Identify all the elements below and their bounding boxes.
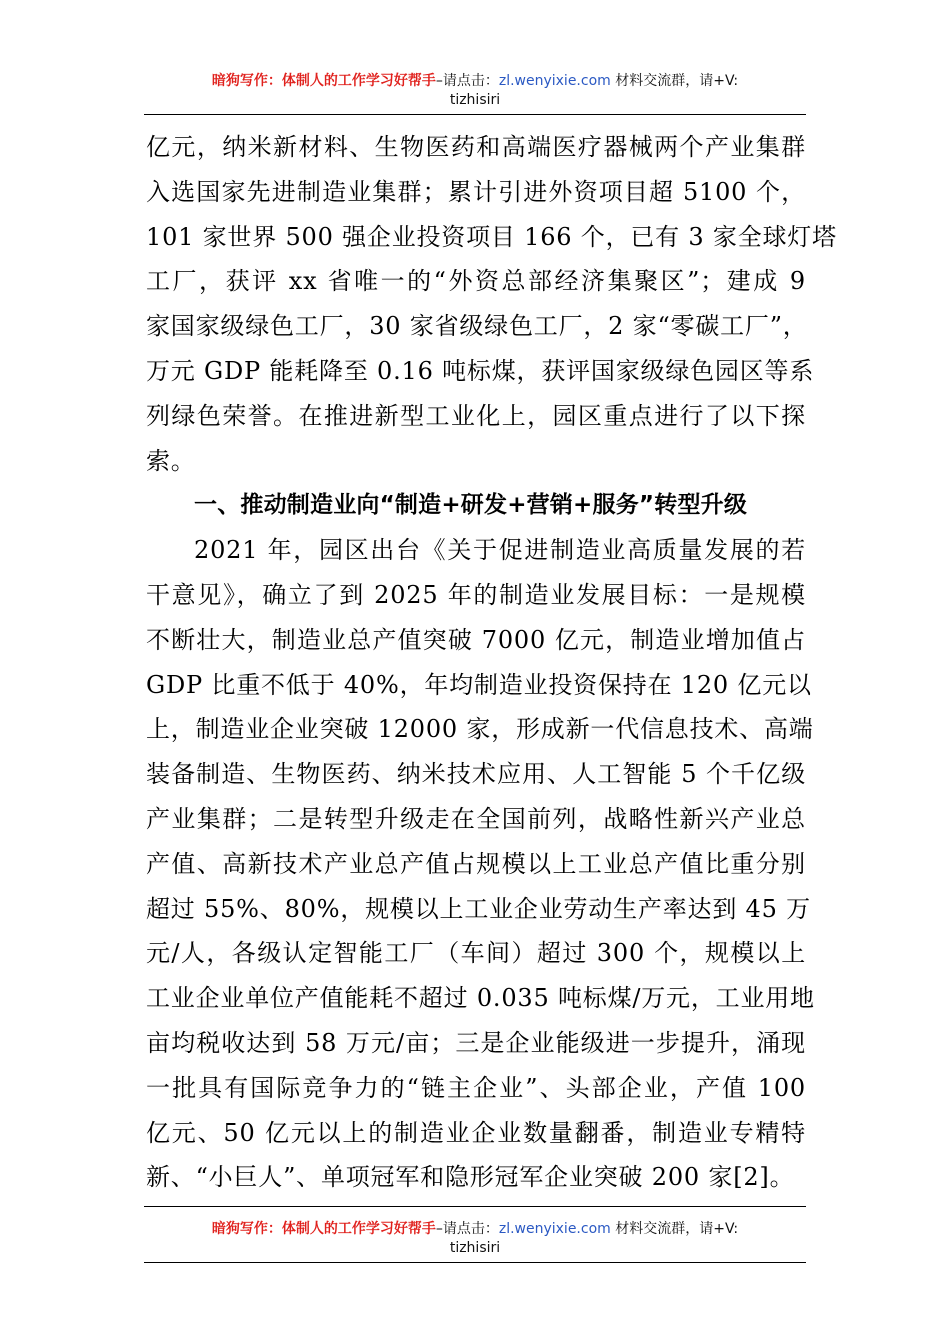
text-line: 装备制造、生物医药、纳米技术应用、人工智能 5 个千亿级 [146,760,806,789]
text-line: 亿元、50 亿元以上的制造业企业数量翻番，制造业专精特 [146,1118,806,1147]
text-line: 家国家级绿色工厂，30 家省级绿色工厂，2 家“零碳工厂”， [146,312,808,341]
text-line: 万元 GDP 能耗降至 0.16 吨标煤，获评国家级绿色园区等系 [146,356,815,385]
footer-url-link[interactable]: zl.wenyixie.com [498,1221,611,1237]
header-divider [144,114,806,115]
text-line: 亿元，纳米新材料、生物医药和高端医疗器械两个产业集群 [146,133,806,161]
text-line: 一批具有国际竞争力的“链主企业”、头部企业，产值 100 [146,1073,806,1102]
text-line: 新、“小巨人”、单项冠军和隐形冠军企业突破 200 家[2]。 [146,1163,795,1192]
footer-tail: 材料交流群，请+V: [615,1221,739,1237]
text-line: 入选国家先进制造业集群；累计引进外资项目超 5100 个， [146,177,806,206]
text-line: 超过 55%、80%，规模以上工业企业劳动生产率达到 45 万 [146,894,811,923]
section-heading: 一、推动制造业向“制造+研发+营销+服务”转型升级 [194,492,748,519]
document-body [146,125,837,1200]
header-brand: 暗狗写作：体制人的工作学习好帮手 [211,73,436,89]
text-line: 不断壮大，制造业总产值突破 7000 亿元，制造业增加值占 [146,625,806,654]
text-line: 元/人，各级认定智能工厂（车间）超过 300 个，规模以上 [146,939,806,968]
text-line: 亩均税收达到 58 万元/亩；三是企业能级进一步提升，涌现 [146,1028,806,1057]
text-line: 101 家世界 500 强企业投资项目 166 个，已有 3 家全球灯塔 [146,222,837,251]
text-line: 2021 年，园区出台《关于促进制造业高质量发展的若 [194,536,806,565]
text-line: 干意见》，确立了到 2025 年的制造业发展目标：一是规模 [146,580,806,609]
header-banner [144,72,806,110]
footer-bottom-divider [144,1262,806,1263]
text-line: 产值、高新技术产业总产值占规模以上工业总产值比重分别 [146,849,806,878]
header-dash-text: –请点击： [435,73,499,89]
text-line: 工厂，获评 xx 省唯一的“外资总部经济集聚区”；建成 9 [146,267,806,296]
footer-dash-text: –请点击： [435,1221,499,1237]
header-wechat: tizhisiri [449,92,501,108]
text-line: 产业集群；二是转型升级走在全国前列，战略性新兴产业总 [146,804,806,833]
text-line: 索。 [146,446,196,475]
footer-banner [144,1220,806,1258]
text-line: 列绿色荣誉。在推进新型工业化上，园区重点进行了以下探 [146,401,806,430]
footer-wechat: tizhisiri [449,1240,501,1256]
footer-brand: 暗狗写作：体制人的工作学习好帮手 [211,1221,436,1237]
text-line: 工业企业单位产值能耗不超过 0.035 吨标煤/万元，工业用地 [146,984,815,1013]
header-tail: 材料交流群，请+V: [615,73,739,89]
text-line: 上，制造业企业突破 12000 家，形成新一代信息技术、高端 [146,715,814,744]
text-line: GDP 比重不低于 40%，年均制造业投资保持在 120 亿元以 [146,670,812,699]
header-url-link[interactable]: zl.wenyixie.com [498,73,611,89]
footer-divider [144,1206,806,1207]
